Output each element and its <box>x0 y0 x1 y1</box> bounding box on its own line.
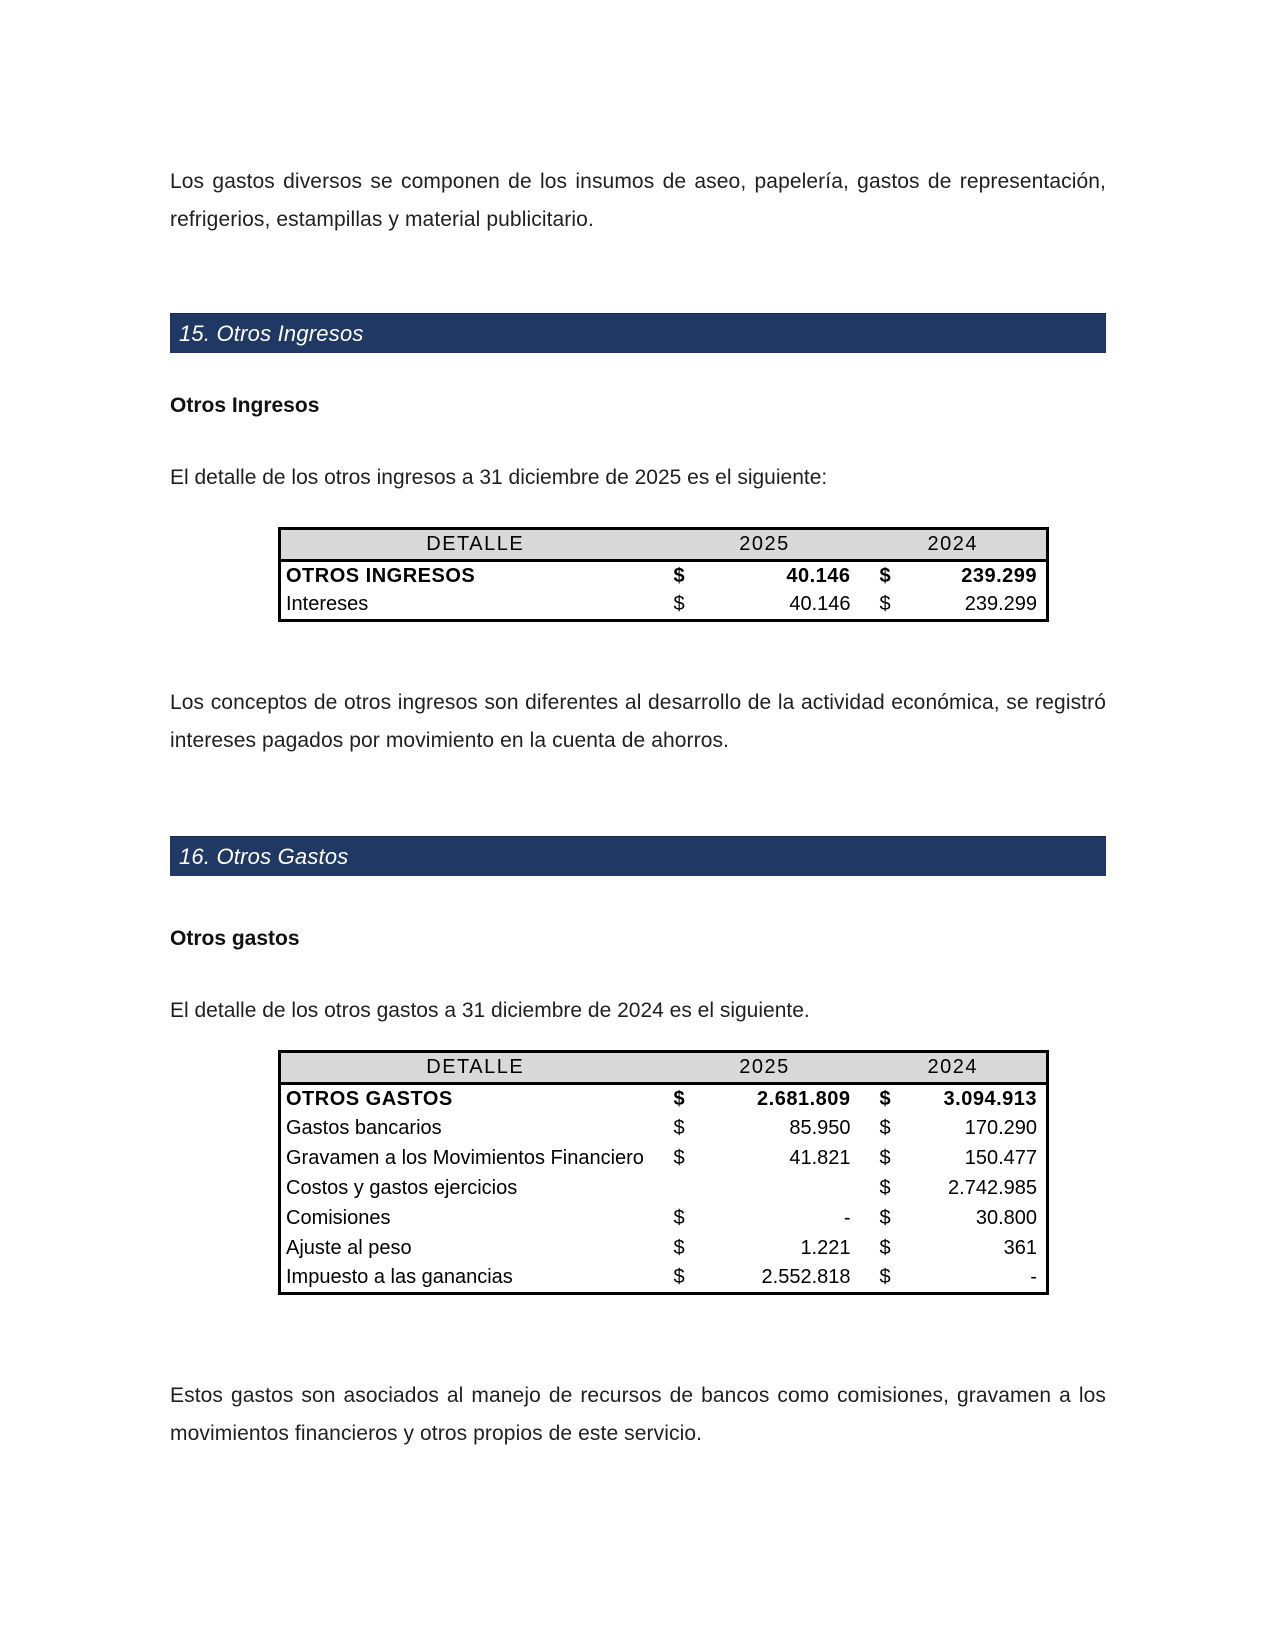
currency-symbol: $ <box>673 1087 686 1110</box>
section-banner-16-otros-gastos: 16. Otros Gastos <box>170 836 1106 876</box>
row-label: OTROS INGRESOS <box>286 564 476 587</box>
table-row <box>280 1234 1048 1264</box>
value-2025: - <box>843 1207 851 1229</box>
currency-symbol: $ <box>879 1207 891 1229</box>
header-2024: 2024 <box>860 1052 1048 1084</box>
row-label: OTROS GASTOS <box>286 1087 453 1110</box>
value-2024: 170.290 <box>964 1117 1037 1139</box>
value-2024: 30.800 <box>975 1207 1037 1229</box>
value-2025: 40.146 <box>786 564 851 587</box>
row-label: Gastos bancarios <box>286 1117 442 1139</box>
currency-symbol: $ <box>879 564 892 587</box>
value-2025: 85.950 <box>789 1117 851 1139</box>
currency-symbol: $ <box>673 1207 685 1229</box>
currency-symbol: $ <box>673 1117 685 1139</box>
value-2024: - <box>1030 1266 1037 1289</box>
subheading-otros-ingresos: Otros Ingresos <box>170 394 320 417</box>
row-label: Costos y gastos ejercicios <box>286 1177 518 1199</box>
currency-symbol: $ <box>673 1266 685 1289</box>
value-2024: 3.094.913 <box>943 1087 1037 1110</box>
table-row <box>280 1114 1048 1144</box>
value-2024: 2.742.985 <box>948 1177 1037 1199</box>
header-detalle: DETALLE <box>280 1052 670 1084</box>
currency-symbol: $ <box>879 1117 891 1139</box>
value-2025 <box>700 1174 860 1204</box>
table-row <box>280 1084 1048 1114</box>
value-2025: 40.146 <box>789 593 851 616</box>
value-2025: 2.552.818 <box>761 1266 851 1289</box>
currency-symbol: $ <box>673 1147 685 1169</box>
table-row <box>280 1264 1048 1294</box>
currency-symbol: $ <box>879 1237 891 1259</box>
row-label: Impuesto a las ganancias <box>286 1266 513 1289</box>
paragraph-otros-ingresos-note: Los conceptos de otros ingresos son diferentes al desarrollo de la actividad económica, se registró intereses pagados por movimiento en la cuenta de ahorros. <box>170 691 1106 752</box>
table-header-row <box>280 529 1048 561</box>
table-row <box>280 561 1048 591</box>
currency-symbol: $ <box>673 1237 685 1259</box>
row-label: Intereses <box>286 593 369 616</box>
value-2025: 1.221 <box>800 1237 851 1259</box>
value-2024: 239.299 <box>964 593 1037 616</box>
section-banner-15-otros-ingresos: 15. Otros Ingresos <box>170 313 1106 353</box>
currency-symbol: $ <box>673 564 686 587</box>
subheading-otros-gastos: Otros gastos <box>170 927 300 950</box>
table-row <box>280 1144 1048 1174</box>
currency-symbol <box>670 1174 700 1204</box>
table-header-row <box>280 1052 1048 1084</box>
table-row <box>280 1204 1048 1234</box>
header-detalle: DETALLE <box>280 529 670 561</box>
currency-symbol: $ <box>879 1147 891 1169</box>
currency-symbol: $ <box>879 1177 891 1199</box>
header-2025: 2025 <box>670 529 860 561</box>
intro-otros-ingresos: El detalle de los otros ingresos a 31 diciembre de 2025 es el siguiente: <box>170 466 828 489</box>
currency-symbol: $ <box>879 1087 892 1110</box>
currency-symbol: $ <box>879 593 891 616</box>
row-label: Ajuste al peso <box>286 1237 412 1259</box>
value-2024: 150.477 <box>964 1147 1037 1169</box>
header-2025: 2025 <box>670 1052 860 1084</box>
value-2025: 41.821 <box>789 1147 851 1169</box>
value-2024: 361 <box>1003 1237 1037 1259</box>
row-label: Comisiones <box>286 1207 391 1229</box>
table-row <box>280 1174 1048 1204</box>
table-row <box>280 591 1048 621</box>
value-2025: 2.681.809 <box>757 1087 851 1110</box>
currency-symbol: $ <box>879 1266 891 1289</box>
paragraph-otros-gastos-note: Estos gastos son asociados al manejo de recursos de bancos como comisiones, gravamen a los movimientos financieros y otros propios de este servicio. <box>170 1384 1106 1445</box>
intro-otros-gastos: El detalle de los otros gastos a 31 diciembre de 2024 es el siguiente. <box>170 999 810 1022</box>
table-otros-gastos <box>278 1050 1049 1295</box>
value-2024: 239.299 <box>961 564 1037 587</box>
row-label: Gravamen a los Movimientos Financiero <box>286 1147 644 1169</box>
header-2024: 2024 <box>860 529 1048 561</box>
table-otros-ingresos <box>278 527 1049 622</box>
currency-symbol: $ <box>673 593 685 616</box>
paragraph-gastos-diversos: Los gastos diversos se componen de los insumos de aseo, papelería, gastos de representación, refrigerios, estampillas y material publicitario. <box>170 170 1106 231</box>
